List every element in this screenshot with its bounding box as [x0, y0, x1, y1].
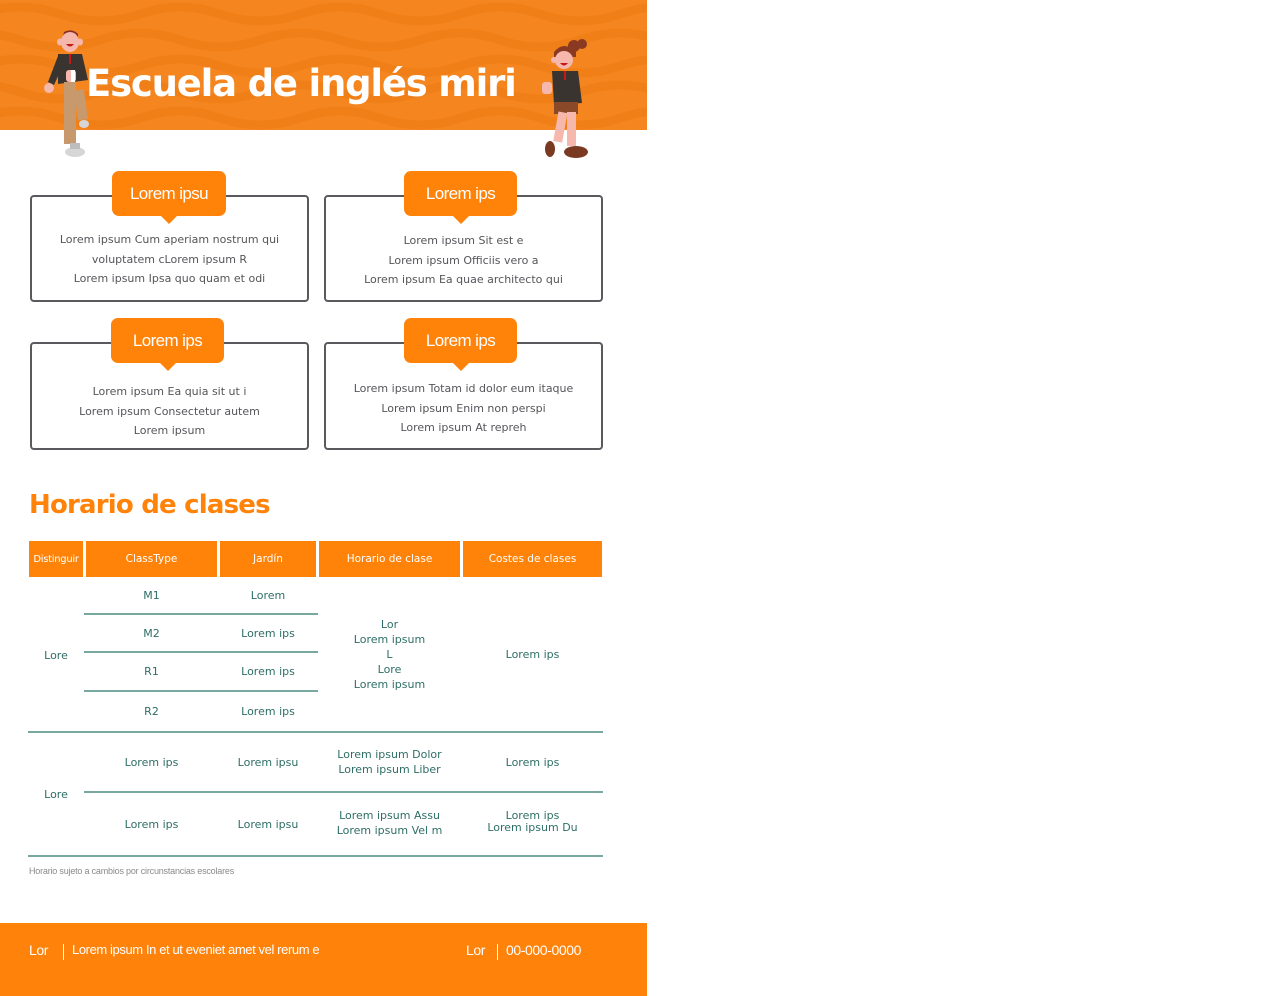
group-2-row-2-horario [319, 793, 460, 853]
schedule-note: Horario sujeto a cambios por circunstancias escolares [29, 866, 234, 876]
group-1-distinguir: Lore [44, 648, 68, 662]
costes-line: Lorem ipsum Du [487, 821, 578, 834]
group-2-distinguir: Lore [44, 787, 68, 801]
costes-line: Lorem ips [505, 647, 560, 661]
group-2-row-2-costes [463, 793, 602, 851]
card-line: Lorem ipsum Officiis vero a [388, 253, 539, 267]
horario-line: Lorem ipsum Liber [338, 763, 441, 776]
group-2-row-2-jardin: Lorem ipsu [237, 817, 299, 831]
group-1-row-3-classtype: R1 [144, 665, 159, 678]
horario-line: Lorem ipsum Assu [339, 809, 440, 822]
footer-phone-label: Lor [466, 942, 486, 958]
group-1-row-2-classtype: M2 [143, 626, 160, 640]
footer-address: Lorem ipsum In et ut eveniet amet vel rerum e [72, 942, 320, 957]
group-2-row-1-horario [319, 733, 460, 791]
card-tag-2: Lorem ips [404, 171, 517, 216]
girl-student-icon [540, 38, 592, 163]
group-1-horario [319, 578, 460, 730]
horario-line: Lorem ipsum Vel m [336, 824, 443, 837]
card-line: Lorem ipsum Ipsa quo quam et odi [73, 272, 266, 285]
footer-phone: 00-000-0000 [506, 942, 581, 958]
card-line: Lorem ipsum Ea quae architecto qui [364, 273, 563, 286]
schedule-title: Horario de clases [29, 490, 270, 520]
card-line: Lorem ipsum Totam id dolor eum itaque [353, 382, 574, 395]
card-line: Lorem ipsum [133, 424, 206, 437]
card-line: Lorem ipsum Sit est e [403, 234, 524, 247]
footer-address-label: Lor [29, 942, 49, 958]
boy-student-icon [42, 30, 98, 160]
horario-line: Lorem ipsum [353, 677, 426, 691]
card-line: Lorem ipsum Consectetur autem [79, 404, 260, 418]
group-1-costes [463, 578, 602, 730]
horario-line: Lorem ipsum Dolor [337, 748, 442, 761]
column-header-classtype: ClassType [86, 541, 217, 577]
group-1-row-4-jardin: Lorem ips [241, 704, 295, 718]
horario-line: Lore [377, 662, 402, 676]
card-line: voluptatem cLorem ipsum R [91, 252, 248, 266]
column-header-costes: Costes de clases [463, 541, 602, 577]
horario-line: Lorem ipsum [353, 632, 426, 646]
group-2-row-1-jardin: Lorem ipsu [237, 755, 299, 769]
card-tag-1: Lorem ipsu [112, 171, 226, 216]
group-2-row-1-costes [463, 733, 602, 791]
footer-separator [63, 944, 64, 960]
card-tag-4: Lorem ips [404, 318, 517, 363]
column-header-horario: Horario de clase [319, 541, 460, 577]
card-line: Lorem ipsum Cum aperiam nostrum qui [59, 233, 280, 246]
group-2-row-1-classtype: Lorem ips [124, 755, 179, 769]
group-2-row-2-classtype: Lorem ips [124, 817, 179, 831]
footer-separator [497, 944, 498, 960]
card-line: Lorem ipsum Enim non perspi [381, 401, 546, 415]
card-line: Lorem ipsum At repreh [400, 421, 527, 434]
footer-bar [0, 923, 647, 996]
horario-line: L [386, 647, 393, 661]
card-tag-3: Lorem ips [111, 318, 224, 363]
group-1-row-1-jardin: Lorem [250, 589, 286, 602]
group-1-row-2-jardin: Lorem ips [241, 626, 295, 640]
costes-line: Lorem ips [505, 755, 560, 769]
group-1-row-4-classtype: R2 [144, 704, 159, 718]
group-1-row-3-jardin: Lorem ips [241, 665, 295, 678]
table-bottom-rule [28, 855, 603, 857]
column-header-distinguir: Distinguir [29, 541, 83, 577]
horario-line: Lor [380, 617, 399, 631]
column-header-jardin: Jardín [220, 541, 316, 577]
costes-line: Lorem ips [505, 809, 560, 822]
page-title: Escuela de inglés miri [86, 62, 516, 105]
group-1-row-1-classtype: M1 [143, 589, 160, 602]
card-line: Lorem ipsum Ea quia sit ut i [92, 385, 247, 398]
